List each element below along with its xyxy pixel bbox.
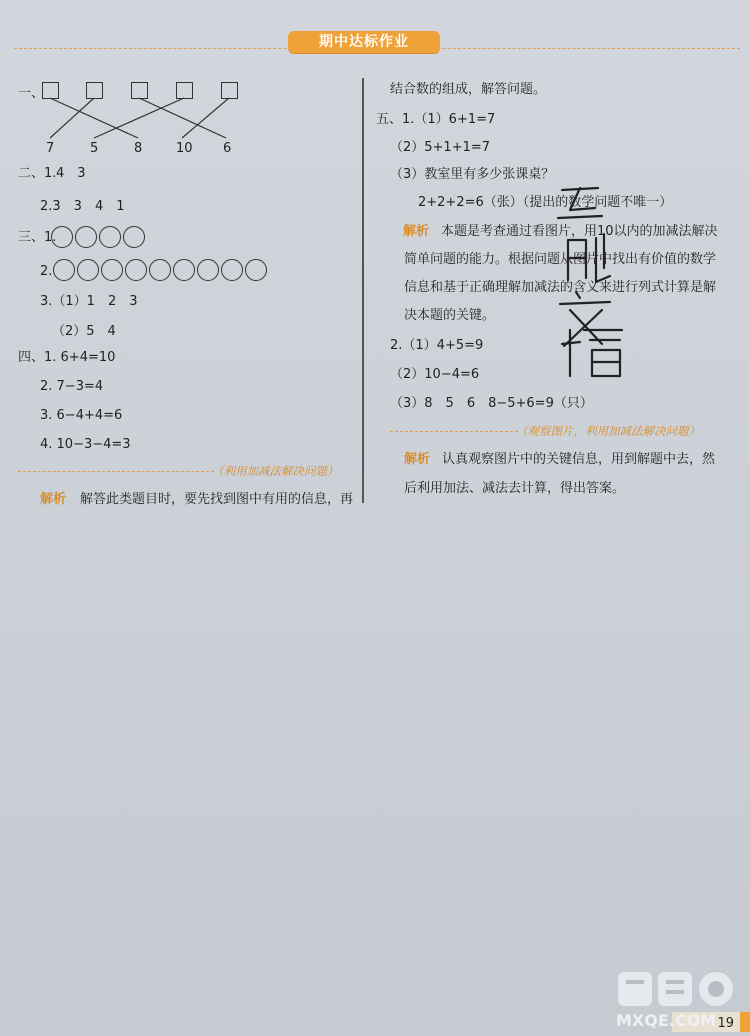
q4-1-answer: 四、1. 6+4=10: [18, 350, 116, 365]
method-note: （观察图片，利用加减法解决问题）: [516, 424, 700, 438]
page-title: 期中达标作业: [288, 31, 440, 53]
answer-circle: [173, 259, 195, 281]
column-divider: [362, 78, 364, 503]
q3-3-answer: 3.（1）1 2 3: [40, 294, 138, 309]
q2-label: 二、1.: [18, 166, 57, 181]
svg-text:MXQE.COM: MXQE.COM: [616, 1011, 717, 1030]
q4-3-answer: 3. 6−4+4=6: [40, 408, 123, 423]
q3-label: 三、1.: [18, 230, 57, 245]
match-number: 10: [176, 141, 193, 156]
analysis-line: 信息和基于正确理解加减法的含义来进行列式计算是解: [404, 280, 717, 295]
match-number: 5: [90, 141, 99, 156]
analysis-line: 本题是考查通过看图片，用10以内的加减法解决: [441, 224, 718, 239]
answer-circle: [99, 226, 121, 248]
analysis-line: 简单问题的能力。根据问题从图片中找出有价值的数学: [404, 252, 717, 267]
q4-2-answer: 2. 7−3=4: [40, 379, 104, 394]
q5-2-2-answer: （2）10−4=6: [390, 367, 480, 382]
q5-1-answer: 五、1.（1）6+1=7: [376, 112, 496, 127]
answer-circle: [53, 259, 75, 281]
q4-4-answer: 4. 10−3−4=3: [40, 437, 131, 452]
analysis-line: 决本题的关键。: [404, 308, 496, 323]
q2-answer-1: 4 3: [56, 166, 86, 181]
analysis-label: 解析: [404, 452, 431, 467]
note-dashed-line: [390, 431, 518, 432]
analysis-line: 认真观察图片中的关键信息，用到解题中去，然: [442, 452, 716, 467]
analysis-label: 解析: [403, 224, 430, 239]
match-number: 8: [134, 141, 143, 156]
q5-3-question: （3）教室里有多少张课桌？: [390, 167, 555, 182]
match-number: 7: [46, 141, 55, 156]
matching-lines: [30, 96, 250, 144]
note-dashed-line: [18, 471, 214, 472]
analysis-label: 解析: [40, 492, 67, 507]
q5-2-answer: （2）5+1+1=7: [390, 140, 491, 155]
answer-circle: [101, 259, 123, 281]
answer-circle: [51, 226, 73, 248]
q5-2-3-answer: （3）8 5 6 8−5+6=9（只）: [390, 396, 593, 411]
analysis-text: 解答此类题目时，要先找到图中有用的信息，再: [80, 492, 354, 507]
watermark-logo: [612, 970, 742, 1030]
q2-answer-2: 2.3 3 4 1: [40, 199, 125, 214]
handwritten-mark: [540, 180, 650, 380]
page-number: 19: [672, 1012, 740, 1032]
q5-4-answer: 2+2+2=6（张）（提出的数学问题不唯一）: [418, 195, 673, 210]
q1-label: 一、: [18, 86, 45, 101]
answer-circle: [77, 259, 99, 281]
answer-circle: [125, 259, 147, 281]
answer-circle: [123, 226, 145, 248]
answer-circle: [245, 259, 267, 281]
answer-circle: [221, 259, 243, 281]
answer-circle: [197, 259, 219, 281]
method-note: （利用加减法解决问题）: [212, 464, 339, 478]
q3-2-label: 2.: [40, 264, 53, 279]
analysis-line: 后利用加法、减法去计算，得出答案。: [404, 481, 626, 496]
q5-2-1-answer: 2.（1）4+5=9: [390, 338, 484, 353]
answer-circle: [75, 226, 97, 248]
match-number: 6: [223, 141, 232, 156]
continued-text: 结合数的组成，解答问题。: [390, 82, 547, 97]
answer-circle: [149, 259, 171, 281]
q3-3b-answer: （2）5 4: [52, 324, 116, 339]
